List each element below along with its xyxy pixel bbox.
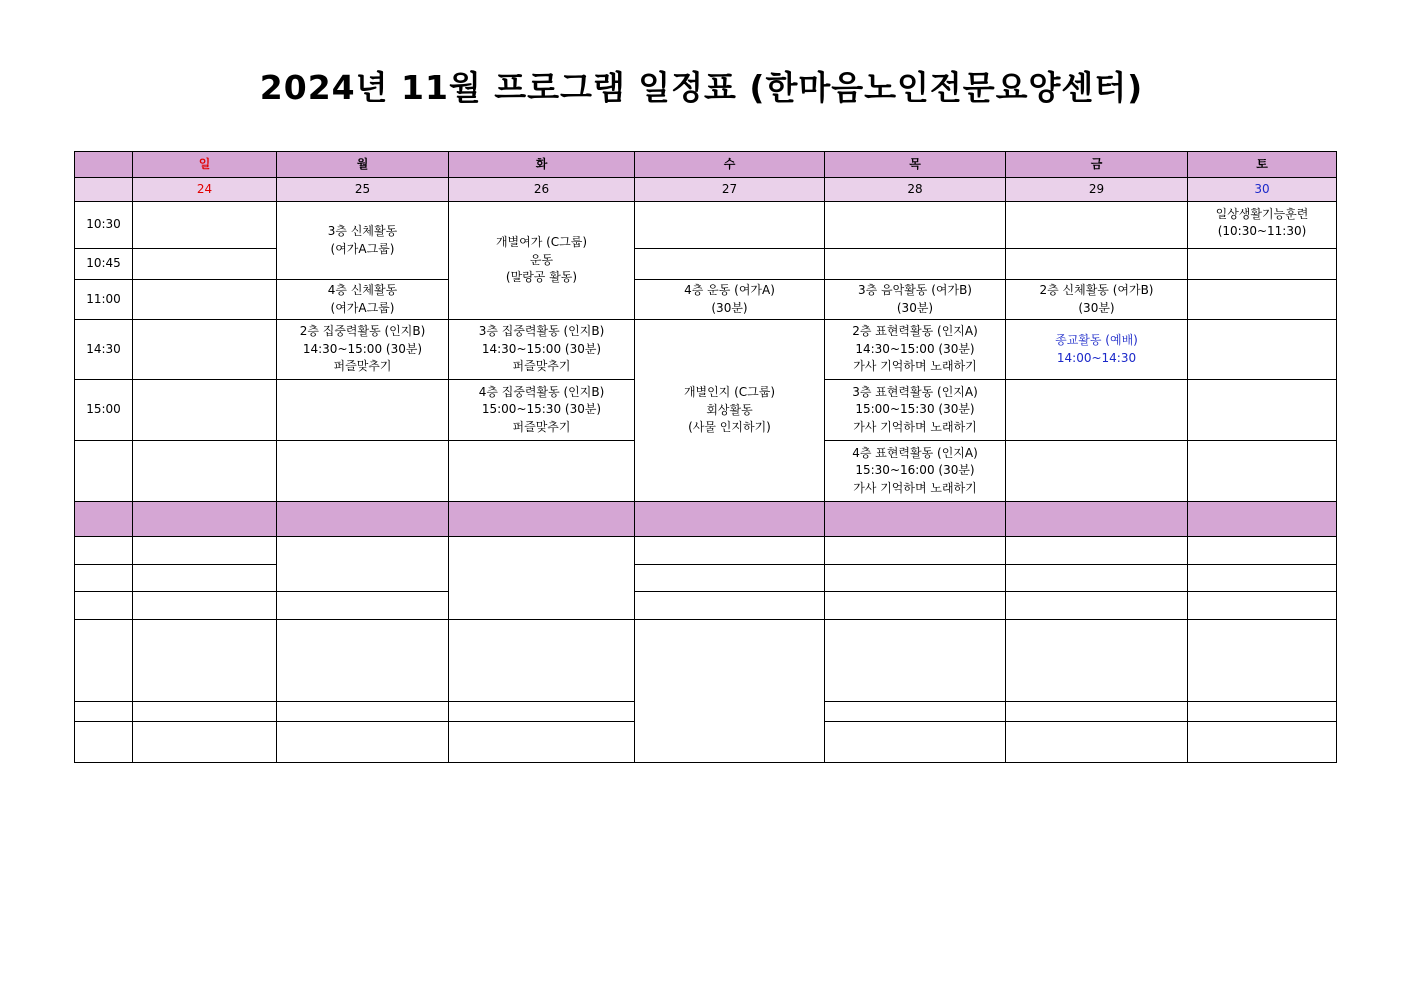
sun-cell [133, 280, 277, 320]
wed-cell [635, 202, 825, 249]
empty-cell [75, 537, 133, 565]
date-thursday: 28 [825, 178, 1006, 202]
event-cell-thu-1430 [825, 320, 1006, 380]
event-line: 14:30~15:00 (30분) [855, 341, 975, 356]
empty-cell [449, 702, 635, 722]
fri-cell [1006, 380, 1188, 441]
empty-cell [133, 722, 277, 763]
empty-row [75, 620, 1337, 702]
time-label: 10:45 [75, 249, 133, 280]
event-line: 운동 [529, 252, 554, 267]
fri-cell [1006, 249, 1188, 280]
event-line: 퍼즐맞추기 [512, 419, 571, 434]
empty-cell [1006, 722, 1188, 763]
separator-cell [825, 502, 1006, 537]
empty-cell [449, 722, 635, 763]
mon-cell [277, 441, 449, 502]
event-line: 퍼즐맞추기 [333, 359, 392, 374]
separator-row [75, 502, 1337, 537]
event-line: 3층 표현력활동 (인지A) [852, 384, 978, 399]
date-friday: 29 [1006, 178, 1188, 202]
event-line: 4층 집중력활동 (인지B) [478, 384, 605, 399]
sat-cell [1188, 249, 1337, 280]
event-line: 2층 신체활동 (여가B) [1039, 283, 1154, 298]
thu-cell [825, 202, 1006, 249]
date-tuesday: 26 [449, 178, 635, 202]
event-cell-tue-1030 [449, 202, 635, 320]
date-monday: 25 [277, 178, 449, 202]
event-line: 3층 음악활동 (여가B) [857, 283, 972, 298]
date-row [75, 178, 1337, 202]
empty-cell [825, 537, 1006, 565]
event-line: (10:30~11:30) [1217, 224, 1307, 239]
empty-cell [133, 702, 277, 722]
time-row-1430 [75, 320, 1337, 380]
event-line: 가사 기억하며 노래하기 [853, 480, 977, 495]
day-sunday: 일 [133, 152, 277, 178]
empty-cell [635, 620, 825, 763]
corner-cell [75, 178, 133, 202]
time-label-empty [75, 441, 133, 502]
sat-cell [1188, 441, 1337, 502]
event-cell-fri-1430 [1006, 320, 1188, 380]
event-cell-mon-1030 [277, 202, 449, 280]
empty-cell [277, 702, 449, 722]
empty-cell [635, 592, 825, 620]
separator-cell [1188, 502, 1337, 537]
event-line: (30분) [711, 300, 748, 315]
date-saturday: 30 [1188, 178, 1337, 202]
sun-cell [133, 320, 277, 380]
event-line: 4층 신체활동 [327, 283, 398, 298]
time-label: 15:00 [75, 380, 133, 441]
event-cell-fri-1100 [1006, 280, 1188, 320]
event-cell-sat-1030 [1188, 202, 1337, 249]
empty-cell [825, 722, 1006, 763]
empty-cell [825, 620, 1006, 702]
event-line: 14:30~15:00 (30분) [302, 341, 423, 356]
date-sunday: 24 [133, 178, 277, 202]
empty-cell [1188, 722, 1337, 763]
tue-cell [449, 441, 635, 502]
event-cell-tue-1500 [449, 380, 635, 441]
wed-cell [635, 249, 825, 280]
empty-cell [75, 620, 133, 702]
event-line: 개별인지 (C그룹) [683, 385, 776, 400]
empty-cell [1006, 592, 1188, 620]
event-line: 3층 집중력활동 (인지B) [478, 324, 605, 339]
sun-cell [133, 441, 277, 502]
event-line: 가사 기억하며 노래하기 [853, 359, 977, 374]
corner-cell [75, 152, 133, 178]
empty-cell [277, 722, 449, 763]
empty-cell [1006, 537, 1188, 565]
event-line: 가사 기억하며 노래하기 [853, 419, 977, 434]
day-thursday: 목 [825, 152, 1006, 178]
empty-cell [1188, 620, 1337, 702]
event-cell-thu-1530 [825, 441, 1006, 502]
event-line: 15:00~15:30 (30분) [481, 402, 602, 417]
event-line: 개별여가 (C그룹) [495, 235, 588, 250]
event-line: 14:00~14:30 [1056, 350, 1137, 365]
empty-cell [1188, 537, 1337, 565]
empty-row [75, 537, 1337, 565]
time-row-1100 [75, 280, 1337, 320]
event-line: 4층 표현력활동 (인지A) [852, 445, 978, 460]
event-line: 4층 운동 (여가A) [684, 283, 775, 298]
event-cell-tue-1430 [449, 320, 635, 380]
empty-row [75, 592, 1337, 620]
empty-cell [1188, 702, 1337, 722]
sun-cell [133, 202, 277, 249]
empty-cell [635, 537, 825, 565]
event-line: 14:30~15:00 (30분) [481, 341, 602, 356]
schedule-table [74, 151, 1337, 763]
empty-cell [133, 620, 277, 702]
empty-cell [1006, 620, 1188, 702]
day-friday: 금 [1006, 152, 1188, 178]
time-row-1030 [75, 202, 1337, 249]
event-line: 일상생활기능훈련 [1215, 207, 1309, 221]
event-cell-wed-1430 [635, 320, 825, 502]
fri-cell [1006, 202, 1188, 249]
empty-cell [277, 537, 449, 592]
event-line: (여가A그룹) [330, 300, 395, 315]
event-line: 퍼즐맞추기 [512, 359, 571, 374]
time-label: 10:30 [75, 202, 133, 249]
separator-cell [635, 502, 825, 537]
empty-cell [825, 565, 1006, 592]
sat-cell [1188, 320, 1337, 380]
empty-cell [75, 702, 133, 722]
separator-cell [75, 502, 133, 537]
time-label: 11:00 [75, 280, 133, 320]
event-line: (30분) [1078, 300, 1115, 315]
event-line: 3층 신체활동 [327, 224, 398, 239]
day-monday: 월 [277, 152, 449, 178]
sat-cell [1188, 380, 1337, 441]
empty-row [75, 565, 1337, 592]
time-label: 14:30 [75, 320, 133, 380]
thu-cell [825, 249, 1006, 280]
day-tuesday: 화 [449, 152, 635, 178]
empty-cell [635, 565, 825, 592]
event-cell-wed-1100 [635, 280, 825, 320]
separator-cell [1006, 502, 1188, 537]
sat-cell [1188, 280, 1337, 320]
event-line: 2층 집중력활동 (인지B) [299, 324, 426, 339]
fri-cell [1006, 441, 1188, 502]
separator-cell [277, 502, 449, 537]
event-line: 15:30~16:00 (30분) [855, 463, 975, 478]
mon-cell [277, 380, 449, 441]
empty-cell [133, 592, 277, 620]
event-line: (사물 인지하기) [688, 420, 771, 435]
empty-cell [825, 702, 1006, 722]
event-line: (말랑공 활동) [505, 270, 578, 285]
empty-cell [1188, 592, 1337, 620]
empty-cell [825, 592, 1006, 620]
empty-cell [75, 565, 133, 592]
page-title: 2024년 11월 프로그램 일정표 (한마음노인전문요양센터) [259, 68, 1144, 107]
time-row-1045 [75, 249, 1337, 280]
day-wednesday: 수 [635, 152, 825, 178]
event-line: 종교활동 (예배) [1055, 333, 1138, 348]
event-line: 15:00~15:30 (30분) [855, 402, 975, 417]
empty-cell [1006, 702, 1188, 722]
empty-cell [75, 722, 133, 763]
event-line: (여가A그룹) [330, 241, 395, 256]
empty-cell [449, 537, 635, 620]
empty-cell [75, 592, 133, 620]
date-wednesday: 27 [635, 178, 825, 202]
separator-cell [449, 502, 635, 537]
event-cell-thu-1100 [825, 280, 1006, 320]
empty-cell [133, 537, 277, 565]
event-cell-mon-1430 [277, 320, 449, 380]
day-saturday: 토 [1188, 152, 1337, 178]
empty-cell [133, 565, 277, 592]
sun-cell [133, 249, 277, 280]
event-line: 2층 표현력활동 (인지A) [852, 324, 978, 339]
weekday-header-row [75, 152, 1337, 178]
empty-cell [1006, 565, 1188, 592]
empty-cell [277, 592, 449, 620]
event-line: 회상활동 [706, 402, 753, 417]
sun-cell [133, 380, 277, 441]
empty-cell [1188, 565, 1337, 592]
event-cell-thu-1500 [825, 380, 1006, 441]
empty-cell [449, 620, 635, 702]
event-line: (30분) [896, 300, 934, 315]
separator-cell [133, 502, 277, 537]
empty-cell [277, 620, 449, 702]
event-cell-mon-1100 [277, 280, 449, 320]
